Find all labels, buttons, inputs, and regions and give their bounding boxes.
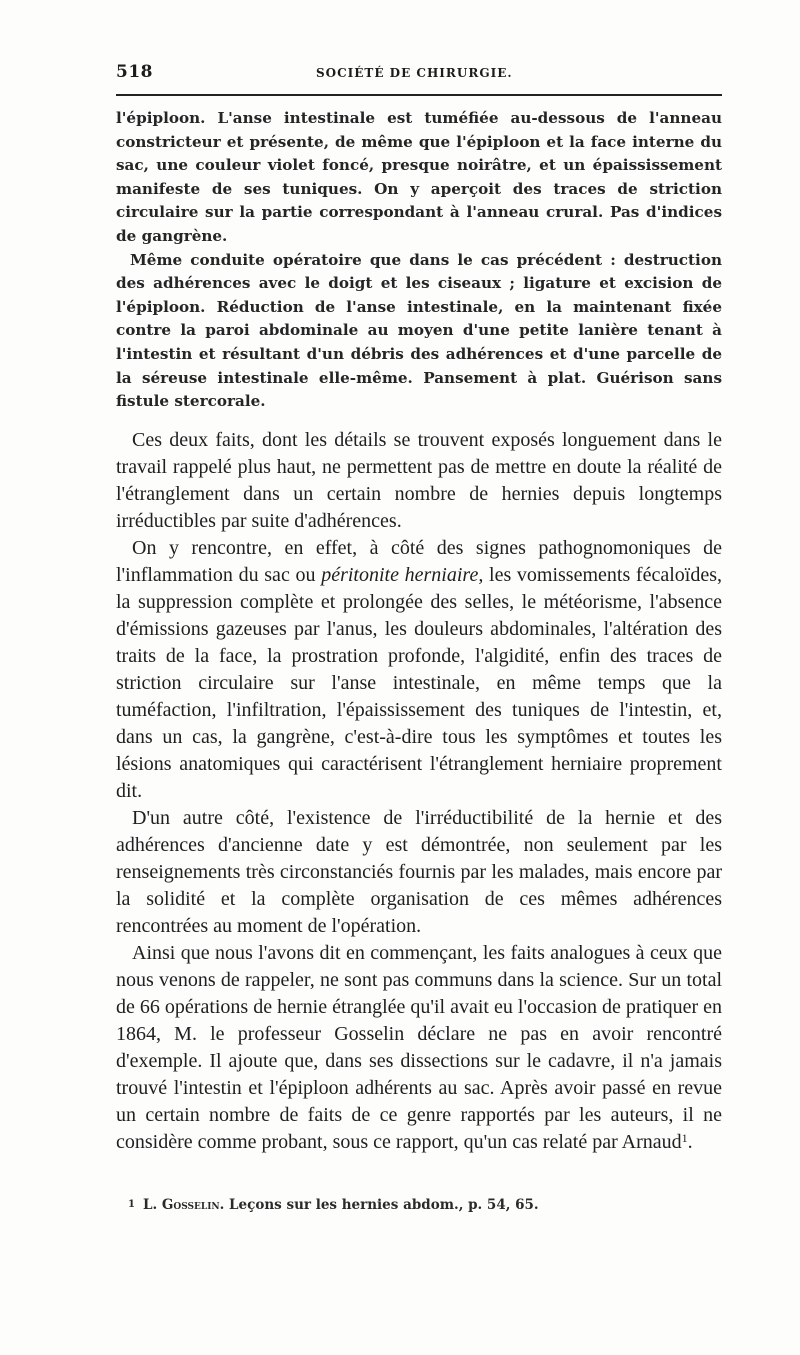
footnote-author: L. Gosselin. <box>142 1197 225 1213</box>
italic-term: péritonite herniaire, <box>321 564 484 586</box>
footnote-reference: 1 <box>681 1131 688 1145</box>
body-text-run: Ainsi que nous l'avons dit en commençant, les faits analogues à ceux que nous venons de rappeler, ne sont pas communs dans la science. Sur un total de 66 opérations de hernie étranglée qu'il avait eu l'occasion de pratiquer en 1864, M. le professeur Gosselin déclare ne pas en avoir rencontré d'exemple. Il ajoute que, dans ses dissections sur le cadavre, il n'a jamais trouvé l'intestin et l'épiploon adhérents au sac. Après avoir passé en revue un certain nombre de faits de ce genre rapportés par les auteurs, il ne considère comme probant, sous ce rapport, qu'un cas relaté par Arnaud <box>116 942 722 1153</box>
body-text-run: les vomissements fécaloïdes, la suppression complète et prolongée des selles, le météorisme, l'absence d'émissions gazeuses par l'anus, les douleurs abdominales, l'altération des traits de la face, la prostration profonde, l'algidité, enfin des traces de striction circulaire sur l'anse intestinale, en même temps que la tuméfaction, l'infiltration, l'épaississement des tuniques de l'intestin, et, dans un cas, la gangrène, c'est-à-dire tous les symptômes et toutes les lésions anatomiques qui caractérisent l'étranglement herniaire proprement dit. <box>116 564 722 802</box>
case-paragraph: Même conduite opératoire que dans le cas précédent : destruction des adhérences avec le doigt et les ciseaux ; ligature et excision de l'épiploon. Réduction de l'anse intestinale, en la maintenant fixée contre la paroi abdominale au moyen d'une petite lanière tenant à l'intestin et résultant d'un débris des adhérences et d'une parcelle de la séreuse intestinale elle-même. Pansement à plat. Guérison sans fistule stercorale. <box>116 250 722 411</box>
body-paragraph: Ces deux faits, dont les détails se trouvent exposés longuement dans le travail rappelé plus haut, ne permettent pas de mettre en doute la réalité de l'étranglement dans un certain nombre de hernies depuis longtemps irréductibles par suite d'adhérences. <box>116 429 722 532</box>
body-paragraph <box>116 940 722 1156</box>
case-report-text <box>116 107 722 414</box>
body-text-run: On y rencontre, en effet, à côté des signes pathognomoniques de l'inflammation du sac ou <box>116 537 722 586</box>
body-paragraph: D'un autre côté, l'existence de l'irréductibilité de la hernie et des adhérences d'ancienne date y est démontrée, non seulement par les renseignements très circonstanciés fournis par les malades, mais encore par la solidité et la complète organisation de ces mêmes adhérences rencontrées au moment de l'opération. <box>116 807 722 937</box>
footnote-marker: 1 <box>128 1199 135 1210</box>
page-header <box>116 60 722 92</box>
footnote-text: Leçons sur les hernies abdom., p. 54, 65. <box>224 1197 539 1213</box>
body-paragraph <box>116 535 722 805</box>
case-paragraph: l'épiploon. L'anse intestinale est tuméfiée au-dessous de l'anneau constricteur et présente, de même que l'épiploon et la face interne du sac, une couleur violet foncé, presque noirâtre, et un épaississement manifeste de ses tuniques. On y aperçoit des traces de striction circulaire sur la partie correspondant à l'anneau crural. Pas d'indices de gangrène. <box>116 109 722 245</box>
body-text-run: . <box>687 1131 693 1153</box>
running-title: SOCIÉTÉ DE CHIRURGIE. <box>316 66 513 80</box>
page-number: 518 <box>116 62 153 82</box>
header-rule <box>116 94 722 96</box>
body-text <box>116 427 722 1156</box>
footnote <box>128 1195 718 1215</box>
